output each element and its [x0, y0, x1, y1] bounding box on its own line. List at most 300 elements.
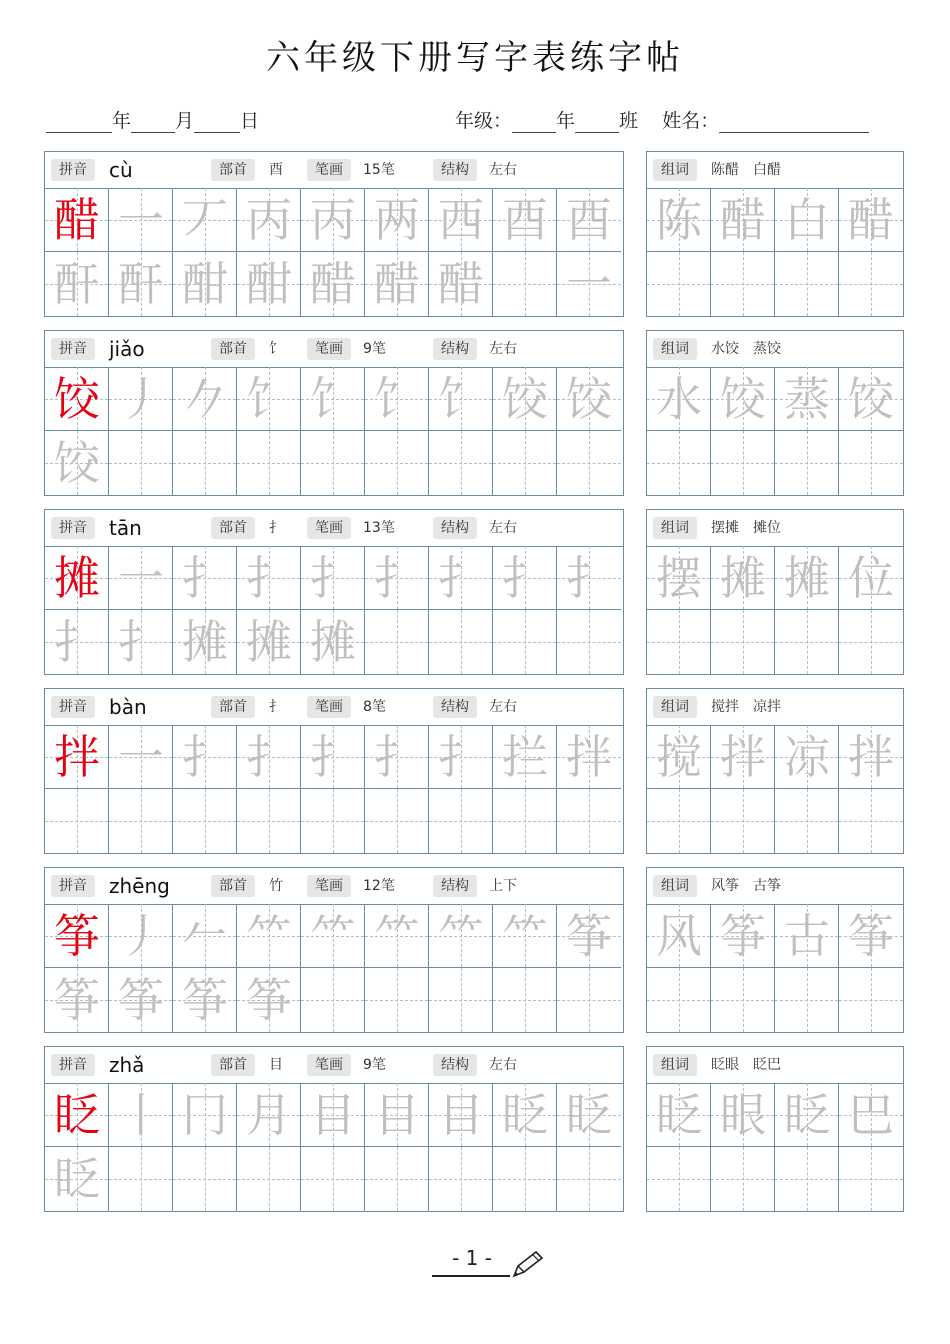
grid-cell[interactable] [557, 367, 621, 431]
grid-cell[interactable] [775, 789, 839, 853]
stroke-order-trace: 摊 [182, 615, 228, 669]
grid-cell[interactable] [557, 789, 621, 853]
grid-cell[interactable] [365, 546, 429, 610]
grid-cell[interactable] [711, 546, 775, 610]
structure-tag: 结构 [433, 875, 477, 897]
word-practice-panel [646, 867, 904, 1033]
structure-tag: 结构 [433, 159, 477, 181]
stroke-order-trace: 𠂊 [182, 372, 228, 426]
grid-cell[interactable] [493, 1147, 557, 1211]
grid-cell[interactable] [301, 904, 365, 968]
stroke-order-trace: 摊 [246, 615, 292, 669]
grid-cell[interactable] [109, 546, 173, 610]
words-value: 风筝 古筝 [711, 878, 781, 894]
grade-blank[interactable] [512, 114, 556, 133]
grid-cell[interactable] [557, 904, 621, 968]
grid-cell[interactable] [711, 252, 775, 316]
words-value: 陈醋 白醋 [711, 162, 781, 178]
grid-cell[interactable] [301, 431, 365, 495]
grid-cell[interactable] [237, 188, 301, 252]
word-trace-character: 摊 [784, 551, 830, 605]
stroke-order-trace: 筝 [118, 973, 164, 1027]
model-character: 筝 [54, 909, 100, 963]
word-trace-character: 拌 [720, 730, 766, 784]
grid-cell[interactable] [237, 789, 301, 853]
words-header [647, 689, 903, 726]
grid-cell[interactable] [365, 610, 429, 674]
grid-cell[interactable] [775, 610, 839, 674]
grid-cell[interactable] [173, 546, 237, 610]
class-blank[interactable] [575, 114, 619, 133]
grid-cell[interactable] [775, 968, 839, 1032]
grid-cell[interactable] [301, 789, 365, 853]
grid-cell[interactable] [365, 367, 429, 431]
pen-icon [510, 1250, 544, 1280]
grid-cell[interactable] [109, 367, 173, 431]
grid-cell[interactable] [493, 610, 557, 674]
radical-tag: 部首 [211, 696, 255, 718]
word-trace-character: 拌 [848, 730, 894, 784]
grid-cell[interactable] [711, 725, 775, 789]
model-character: 饺 [54, 372, 100, 426]
grid-cell[interactable] [839, 610, 903, 674]
grid-cell[interactable] [173, 904, 237, 968]
stroke-order-trace: 丿 [118, 909, 164, 963]
word-trace-character: 眼 [720, 1088, 766, 1142]
grid-cell[interactable] [839, 431, 903, 495]
stroke-order-trace: 筝 [246, 973, 292, 1027]
grid-cell[interactable] [45, 904, 109, 968]
grid-cell[interactable] [493, 252, 557, 316]
pinyin-value: zhǎ [109, 1053, 145, 1077]
grid-cell[interactable] [711, 431, 775, 495]
word-trace-character: 白 [784, 193, 830, 247]
grid-cell[interactable] [173, 725, 237, 789]
grid-cell[interactable] [557, 431, 621, 495]
grid-cell[interactable] [429, 789, 493, 853]
strokes-value: 9笔 [363, 341, 386, 357]
word-trace-character: 凉 [784, 730, 830, 784]
grid-cell[interactable] [557, 610, 621, 674]
word-trace-character: 醋 [720, 193, 766, 247]
word-practice-panel [646, 1046, 904, 1212]
char-block [0, 688, 950, 856]
grid-cell[interactable] [45, 610, 109, 674]
pinyin-tag: 拼音 [51, 159, 95, 181]
stroke-order-trace: 饣 [438, 372, 484, 426]
grid-cell[interactable] [775, 188, 839, 252]
stroke-order-trace: 扌 [182, 551, 228, 605]
strokes-tag: 笔画 [307, 875, 351, 897]
grid-cell[interactable] [45, 546, 109, 610]
stroke-order-trace: 醋 [310, 257, 356, 311]
structure-tag: 结构 [433, 1054, 477, 1076]
grid-cell[interactable] [237, 1147, 301, 1211]
year-blank[interactable] [46, 114, 112, 133]
grid-cell[interactable] [301, 1147, 365, 1211]
grid-cell[interactable] [301, 546, 365, 610]
grid-cell[interactable] [429, 252, 493, 316]
char-info-header [45, 689, 623, 726]
grid-cell[interactable] [493, 789, 557, 853]
words-header [647, 868, 903, 905]
grid-cell[interactable] [173, 610, 237, 674]
stroke-order-trace: 酉 [502, 193, 548, 247]
word-trace-character: 眨 [784, 1088, 830, 1142]
grid-cell[interactable] [711, 904, 775, 968]
pinyin-value: zhēng [109, 874, 170, 898]
grid-cell[interactable] [557, 188, 621, 311]
stroke-order-trace: 丙 [246, 193, 292, 247]
radical-tag: 部首 [211, 1054, 255, 1076]
strokes-value: 9笔 [363, 1057, 386, 1073]
stroke-order-trace: 筝 [566, 909, 612, 963]
grid-cell[interactable] [109, 431, 173, 495]
grid-cell[interactable] [647, 904, 711, 968]
grid-cell[interactable] [365, 188, 429, 252]
stroke-order-trace: 一 [118, 551, 164, 605]
grid-cell[interactable] [301, 188, 365, 252]
stroke-order-trace: 丿 [118, 372, 164, 426]
grid-cell[interactable] [775, 725, 839, 789]
pinyin-tag: 拼音 [51, 1054, 95, 1076]
grid-cell[interactable] [429, 1083, 493, 1147]
stroke-order-trace: ⺮ [438, 909, 484, 963]
radical-value: 目 [269, 1057, 283, 1073]
structure-tag: 结构 [433, 338, 477, 360]
strokes-value: 8笔 [363, 699, 386, 715]
grid-cell[interactable] [237, 968, 301, 1032]
stroke-order-trace: 一 [118, 730, 164, 784]
grid-cell[interactable] [839, 367, 903, 431]
strokes-value: 15笔 [363, 162, 395, 178]
pinyin-tag: 拼音 [51, 696, 95, 718]
grid-cell[interactable] [237, 1083, 301, 1147]
grid-cell[interactable] [647, 431, 711, 495]
grid-cell[interactable] [365, 904, 429, 968]
stroke-order-trace: 冂 [182, 1088, 228, 1142]
strokes-tag: 笔画 [307, 159, 351, 181]
grid-cell[interactable] [109, 252, 173, 316]
stroke-order-trace: 扌 [438, 551, 484, 605]
grid-cell[interactable] [775, 1083, 839, 1147]
grid-cell[interactable] [493, 546, 557, 610]
grid-cell[interactable] [173, 968, 237, 1032]
stroke-order-trace: 两 [374, 193, 420, 247]
grid-cell[interactable] [173, 252, 237, 316]
grid-cell[interactable] [839, 546, 903, 610]
grid-cell[interactable] [301, 1083, 365, 1147]
name-blank[interactable] [719, 114, 869, 133]
grid-cell[interactable] [493, 968, 557, 1032]
stroke-order-trace: 饺 [54, 436, 100, 490]
grid-cell[interactable] [173, 188, 237, 252]
grid-cell[interactable] [647, 610, 711, 674]
grid-cell[interactable] [493, 367, 557, 431]
stroke-order-trace: 拦 [502, 730, 548, 784]
grid-cell[interactable] [557, 725, 621, 789]
stroke-order-trace: 扌 [310, 551, 356, 605]
grid-cell[interactable] [45, 367, 109, 431]
grid-cell[interactable] [237, 367, 301, 431]
grid-cell[interactable] [839, 1083, 903, 1147]
stroke-order-trace: 扌 [374, 551, 420, 605]
pinyin-value: cù [109, 158, 133, 182]
grid-cell[interactable] [237, 725, 301, 789]
stroke-order-trace: 酣 [182, 257, 228, 311]
grid-cell[interactable] [647, 546, 711, 610]
stroke-order-trace: 丆 [182, 193, 228, 247]
grid-cell[interactable] [839, 968, 903, 1032]
grid-cell[interactable] [711, 1147, 775, 1211]
structure-tag: 结构 [433, 696, 477, 718]
grid-cell[interactable] [711, 1083, 775, 1147]
grid-cell[interactable] [301, 968, 365, 1032]
stroke-order-trace: 饺 [566, 372, 612, 426]
stroke-order-trace: 醋 [374, 257, 420, 311]
grid-cell[interactable] [365, 252, 429, 316]
grid-cell[interactable] [493, 1083, 557, 1147]
grid-cell[interactable] [173, 1147, 237, 1211]
stroke-order-trace: 月 [246, 1088, 292, 1142]
grid-cell[interactable] [109, 968, 173, 1032]
stroke-order-trace: 眨 [566, 1088, 612, 1142]
grid-cell[interactable] [647, 1147, 711, 1211]
grid-cell[interactable] [557, 546, 621, 610]
grid-cell[interactable] [237, 546, 301, 610]
grid-cell[interactable] [173, 431, 237, 495]
radical-tag: 部首 [211, 338, 255, 360]
page-title: 六年级下册写字表练字帖 [266, 38, 684, 78]
stroke-order-trace: 醋 [438, 257, 484, 311]
radical-tag: 部首 [211, 517, 255, 539]
grid-cell[interactable] [493, 188, 557, 252]
stroke-order-trace: 饣 [246, 372, 292, 426]
grid-cell[interactable] [775, 1147, 839, 1211]
char-block [0, 509, 950, 677]
word-trace-character: 水 [656, 372, 702, 426]
word-practice-panel [646, 688, 904, 854]
word-trace-character: 摊 [720, 551, 766, 605]
stroke-order-trace: 丙 [310, 193, 356, 247]
grid-cell[interactable] [365, 1083, 429, 1147]
grid-cell[interactable] [429, 725, 493, 789]
grid-cell[interactable] [429, 546, 493, 610]
words-value: 摆摊 摊位 [711, 520, 781, 536]
word-trace-character: 风 [656, 909, 702, 963]
grid-cell[interactable] [109, 188, 173, 252]
word-trace-character: 醋 [848, 193, 894, 247]
words-value: 眨眼 眨巴 [711, 1057, 781, 1073]
strokes-tag: 笔画 [307, 338, 351, 360]
char-practice-panel [44, 688, 624, 854]
stroke-order-trace: 饺 [502, 372, 548, 426]
char-practice-panel [44, 1046, 624, 1212]
grade-label: 年级： [455, 110, 513, 132]
grid-cell[interactable] [647, 968, 711, 1032]
stroke-order-trace: 拌 [566, 730, 612, 784]
grid-cell[interactable] [839, 725, 903, 789]
word-trace-character: 眨 [656, 1088, 702, 1142]
grid-cell[interactable] [711, 188, 775, 252]
strokes-tag: 笔画 [307, 1054, 351, 1076]
words-header [647, 1047, 903, 1084]
pinyin-tag: 拼音 [51, 517, 95, 539]
grid-cell[interactable] [493, 725, 557, 789]
grid-cell[interactable] [109, 610, 173, 674]
grid-cell[interactable] [711, 610, 775, 674]
grid-cell[interactable] [301, 725, 365, 789]
structure-value: 上下 [489, 878, 517, 894]
strokes-tag: 笔画 [307, 696, 351, 718]
grid-cell[interactable] [429, 367, 493, 431]
grid-cell[interactable] [109, 789, 173, 853]
grid-cell[interactable] [45, 188, 109, 252]
grid-cell[interactable] [429, 968, 493, 1032]
word-trace-character: 蒸 [784, 372, 830, 426]
grid-cell[interactable] [839, 789, 903, 853]
grid-cell[interactable] [237, 252, 301, 316]
grid-cell[interactable] [711, 367, 775, 431]
grid-cell[interactable] [775, 252, 839, 316]
words-header [647, 331, 903, 368]
grid-cell[interactable] [301, 367, 365, 431]
grid-cell[interactable] [839, 1147, 903, 1211]
stroke-order-trace: 扌 [310, 730, 356, 784]
grid-cell[interactable] [775, 431, 839, 495]
stroke-order-trace: ⺮ [374, 909, 420, 963]
grid-cell[interactable] [429, 188, 493, 252]
grid-cell[interactable] [839, 188, 903, 252]
word-trace-character: 古 [784, 909, 830, 963]
stroke-order-trace: 目 [438, 1088, 484, 1142]
grid-cell[interactable] [647, 1083, 711, 1147]
model-character: 醋 [54, 193, 100, 247]
grid-cell[interactable] [775, 904, 839, 968]
grid-cell[interactable] [365, 725, 429, 789]
grid-cell[interactable] [45, 789, 109, 853]
structure-value: 左右 [489, 1057, 517, 1073]
radical-value: 扌 [269, 699, 283, 715]
stroke-order-trace: 眨 [54, 1152, 100, 1206]
model-character: 摊 [54, 551, 100, 605]
grid-cell[interactable] [493, 431, 557, 495]
grid-cell[interactable] [173, 1083, 237, 1147]
grid-cell[interactable] [45, 725, 109, 789]
char-info-header [45, 510, 623, 547]
grid-cell[interactable] [839, 904, 903, 968]
grid-cell[interactable] [109, 904, 173, 968]
strokes-value: 12笔 [363, 878, 395, 894]
grid-cell[interactable] [647, 367, 711, 431]
footer-underline [432, 1275, 510, 1277]
grid-cell[interactable] [775, 546, 839, 610]
grid-cell[interactable] [647, 188, 711, 252]
grid-cell[interactable] [775, 367, 839, 431]
grid-cell[interactable] [45, 431, 109, 495]
char-practice-panel [44, 509, 624, 675]
grid-cell[interactable] [365, 968, 429, 1032]
grid-cell[interactable] [557, 968, 621, 1032]
day-blank[interactable] [194, 114, 240, 133]
stroke-order-trace: 饣 [310, 372, 356, 426]
grid-cell[interactable] [647, 789, 711, 853]
grid-cell[interactable] [45, 968, 109, 1032]
word-practice-panel [646, 151, 904, 317]
grid-cell[interactable] [429, 431, 493, 495]
grid-cell[interactable] [109, 1147, 173, 1211]
grid-cell[interactable] [173, 367, 237, 431]
grid-cell[interactable] [365, 789, 429, 853]
word-trace-character: 摆 [656, 551, 702, 605]
stroke-order-trace: 扌 [374, 730, 420, 784]
stroke-order-trace: 酣 [246, 257, 292, 311]
word-trace-character: 陈 [656, 193, 702, 247]
grid-cell[interactable] [647, 252, 711, 316]
grid-cell[interactable] [45, 252, 109, 316]
stroke-order-trace: 扌 [566, 551, 612, 605]
grid-cell[interactable] [173, 789, 237, 853]
word-trace-character: 筝 [720, 909, 766, 963]
stroke-order-trace: 西 [438, 193, 484, 247]
grid-cell[interactable] [429, 904, 493, 968]
words-tag: 组词 [653, 159, 697, 181]
words-tag: 组词 [653, 696, 697, 718]
grid-cell[interactable] [301, 610, 365, 674]
grid-cell[interactable] [493, 904, 557, 968]
radical-value: 竹 [269, 878, 283, 894]
grid-cell[interactable] [237, 610, 301, 674]
stroke-order-trace: 目 [374, 1088, 420, 1142]
grid-cell[interactable] [711, 789, 775, 853]
char-practice-panel [44, 151, 624, 317]
stroke-order-trace: 眨 [502, 1088, 548, 1142]
grid-cell[interactable] [109, 1083, 173, 1147]
grid-cell[interactable] [301, 252, 365, 316]
word-trace-character: 饺 [848, 372, 894, 426]
word-trace-character: 筝 [848, 909, 894, 963]
stroke-order-trace: 𠂉 [182, 909, 228, 963]
char-practice-panel [44, 330, 624, 496]
stroke-order-trace: ⺮ [246, 909, 292, 963]
grid-cell[interactable] [429, 610, 493, 674]
grid-cell[interactable] [237, 904, 301, 968]
char-info-header [45, 1047, 623, 1084]
grid-cell[interactable] [429, 1147, 493, 1211]
char-block [0, 151, 950, 319]
char-block [0, 867, 950, 1035]
month-blank[interactable] [131, 114, 175, 133]
char-info-header [45, 152, 623, 189]
grid-cell[interactable] [365, 1147, 429, 1211]
structure-value: 左右 [489, 341, 517, 357]
grid-cell[interactable] [557, 1147, 621, 1211]
grid-cell[interactable] [711, 968, 775, 1032]
grid-cell[interactable] [557, 1083, 621, 1147]
grid-cell[interactable] [365, 431, 429, 495]
pinyin-value: jiǎo [109, 337, 145, 361]
char-block [0, 1046, 950, 1214]
date-line: 年 月 日 [46, 106, 259, 133]
grid-cell[interactable] [45, 1147, 109, 1211]
grid-cell[interactable] [237, 431, 301, 495]
char-info-header [45, 331, 623, 368]
grid-cell[interactable] [839, 252, 903, 316]
grid-cell[interactable] [109, 725, 173, 789]
grid-cell[interactable] [45, 1083, 109, 1147]
stroke-order-trace: 扌 [246, 730, 292, 784]
grid-cell[interactable] [647, 725, 711, 789]
